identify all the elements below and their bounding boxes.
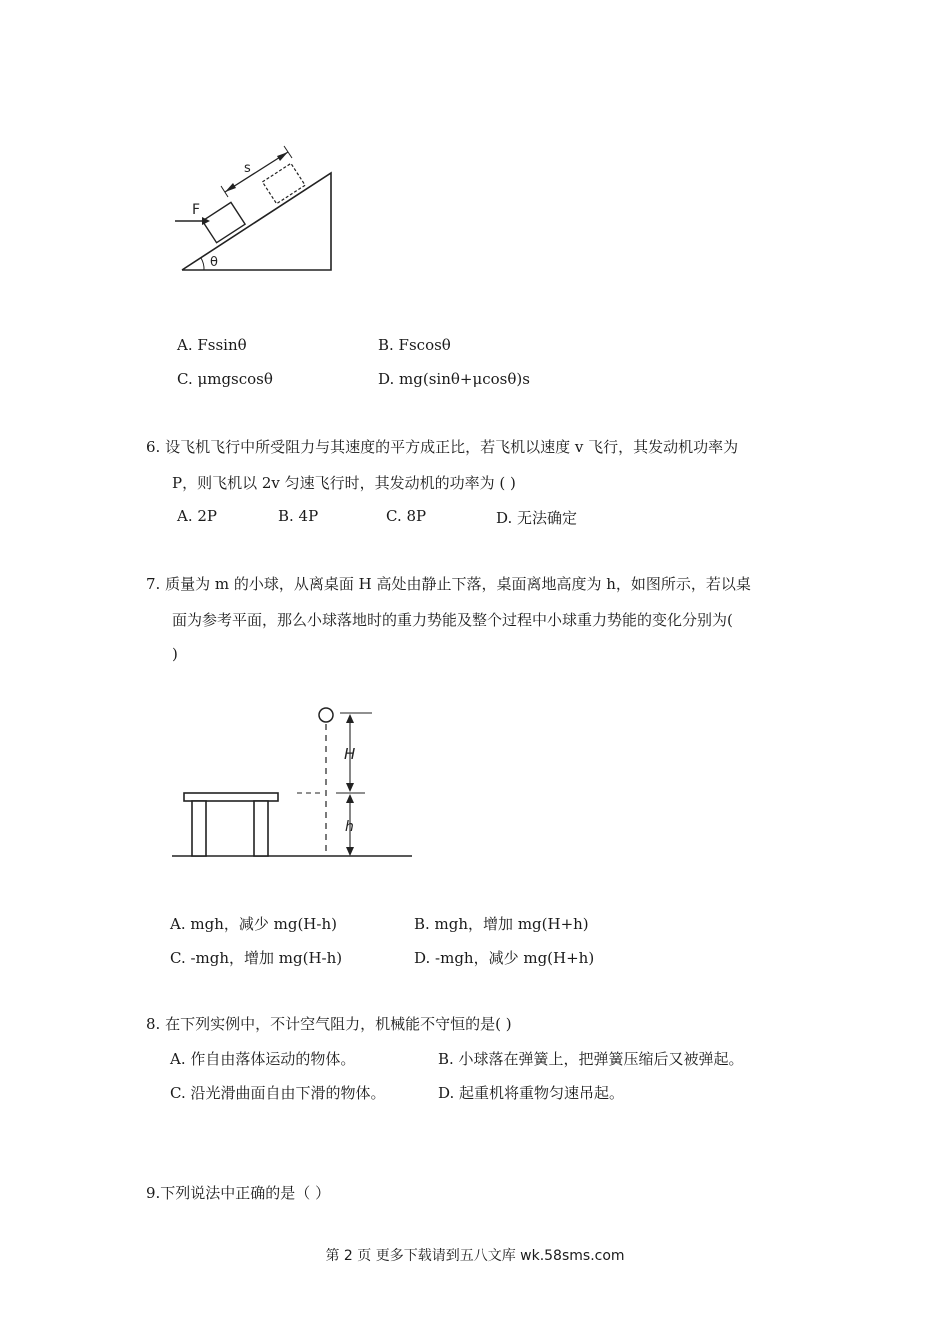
q8-option-d: D. 起重机将重物匀速吊起。 <box>438 1084 625 1102</box>
label-h: h <box>345 819 354 835</box>
label-H: H <box>344 745 356 763</box>
table-leg-right <box>254 801 268 856</box>
q5-option-d: D. mg(sinθ+μcosθ)s <box>378 370 530 388</box>
q6-option-b: B. 4P <box>278 507 319 525</box>
ball <box>319 708 333 722</box>
q7-option-a: A. mgh，减少 mg(H-h) <box>170 915 337 933</box>
q8-option-a: A. 作自由落体运动的物体。 <box>170 1050 356 1068</box>
q6-option-d: D. 无法确定 <box>496 509 578 527</box>
q5-option-a: A. Fssinθ <box>177 336 247 354</box>
angle-arc <box>201 258 204 270</box>
table-top <box>184 793 278 801</box>
q7-option-b: B. mgh，增加 mg(H+h) <box>414 915 589 933</box>
q6-stem-line2: P，则飞机以 2v 匀速飞行时，其发动机的功率为 ( ) <box>172 474 516 492</box>
q5-option-c: C. μmgscosθ <box>177 370 273 388</box>
q7-option-d: D. -mgh，减少 mg(H+h) <box>414 949 595 967</box>
block-solid <box>202 202 245 242</box>
q7-stem-line2: 面为参考平面，那么小球落地时的重力势能及整个过程中小球重力势能的变化分别为( <box>172 611 733 629</box>
incline-figure <box>170 140 350 280</box>
label-theta: θ <box>210 255 218 270</box>
label-s: s <box>244 161 251 176</box>
q6-option-a: A. 2P <box>177 507 218 525</box>
q8-stem: 8. 在下列实例中，不计空气阻力，机械能不守恒的是( ) <box>146 1015 512 1033</box>
q7-stem-line3: ) <box>172 645 178 663</box>
block-dashed <box>262 163 305 203</box>
label-F: F <box>192 202 201 218</box>
page-footer: 第 2 页 更多下载请到五八文库 wk.58sms.com <box>325 1248 625 1264</box>
q6-option-c: C. 8P <box>386 507 427 525</box>
q7-option-c: C. -mgh，增加 mg(H-h) <box>170 949 343 967</box>
q9-stem: 9.下列说法中正确的是（ ） <box>146 1184 331 1202</box>
q8-option-c: C. 沿光滑曲面自由下滑的物体。 <box>170 1084 386 1102</box>
table-ball-figure <box>170 700 420 865</box>
q6-stem-line1: 6. 设飞机飞行中所受阻力与其速度的平方成正比，若飞机以速度 v 飞行，其发动机功率为 <box>146 438 739 456</box>
q7-stem-line1: 7. 质量为 m 的小球，从离桌面 H 高处由静止下落，桌面离地高度为 h，如图所示，若以桌 <box>146 575 751 593</box>
table-leg-left <box>192 801 206 856</box>
q8-option-b: B. 小球落在弹簧上，把弹簧压缩后又被弹起。 <box>438 1050 744 1068</box>
q5-option-b: B. Fscosθ <box>378 336 451 354</box>
